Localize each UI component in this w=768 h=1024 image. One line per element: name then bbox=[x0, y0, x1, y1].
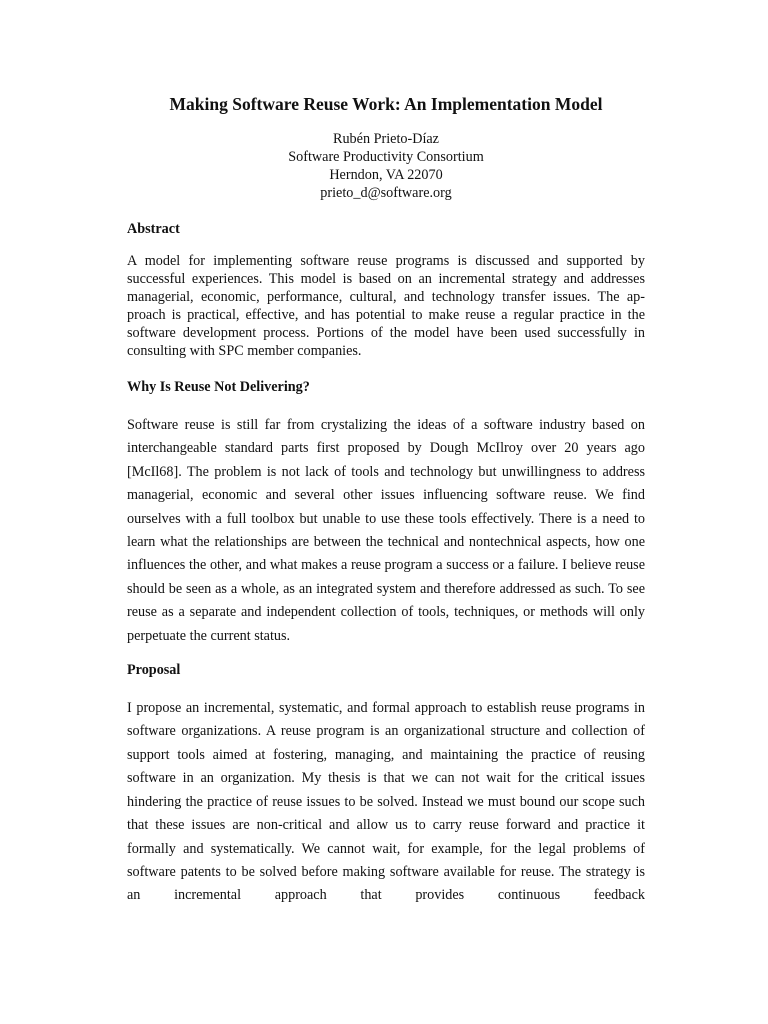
author-location: Herndon, VA 22070 bbox=[329, 167, 443, 183]
page-content bbox=[127, 92, 645, 908]
why-heading: Why Is Reuse Not Delivering? bbox=[127, 379, 310, 395]
paper-title: Making Software Reuse Work: An Implementation Model bbox=[169, 94, 603, 114]
proposal-paragraph: I propose an incremental, systematic, and formal approach to establish reuse programs in software organizations. A reuse program is an organizational structure and collection of support tools aimed at fostering, managing, and maintaining the practice of reusing software in an organization. My thesis is that we can not wait for the critical issues hindering the practice of reuse issues to be solved. Instead we must bound our scope such that these issues are non-critical and allow us to carry reuse forward and practice it formally and systematically. We cannot wait, for example, for the legal problems of software patents to be solved before making software available for reuse. The strategy is an incremental approach that provides continuous feedback bbox=[127, 700, 645, 904]
author-block bbox=[127, 130, 645, 202]
abstract-heading: Abstract bbox=[127, 221, 180, 237]
why-paragraph: Software reuse is still far from crystalizing the ideas of a software industry based on interchangeable standard parts first proposed by Dough McIlroy over 20 years ago [McIl68]. The problem is not lack of tools and technology but unwillingness to address managerial, economic and several other issues influencing software reuse. We find ourselves with a full toolbox but unable to use these tools effectively. There is a need to learn what the relationships are between the technical and nontechnical aspects, how one influences the other, and what makes a reuse program a success or a failure. I believe reuse should be seen as a whole, as an integrated system and therefore addressed as such. To see reuse as a separate and independent collection of tools, techniques, or methods will only perpetuate the current status. bbox=[127, 417, 645, 644]
abstract-paragraph: A model for implementing software reuse programs is discussed and supported by successful experiences. This model is based on an incremental strategy and addresses managerial, economic, performance, cultural, and technology transfer issues. The ap-proach is practical, effective, and has potential to make reuse a regular practice in the software development process. Portions of the model have been used successfully in consulting with SPC member companies. bbox=[127, 253, 645, 359]
author-email: prieto_d@software.org bbox=[320, 185, 452, 201]
author-name: Rubén Prieto-Díaz bbox=[333, 131, 439, 147]
author-affiliation: Software Productivity Consortium bbox=[288, 149, 484, 165]
proposal-heading: Proposal bbox=[127, 662, 181, 679]
